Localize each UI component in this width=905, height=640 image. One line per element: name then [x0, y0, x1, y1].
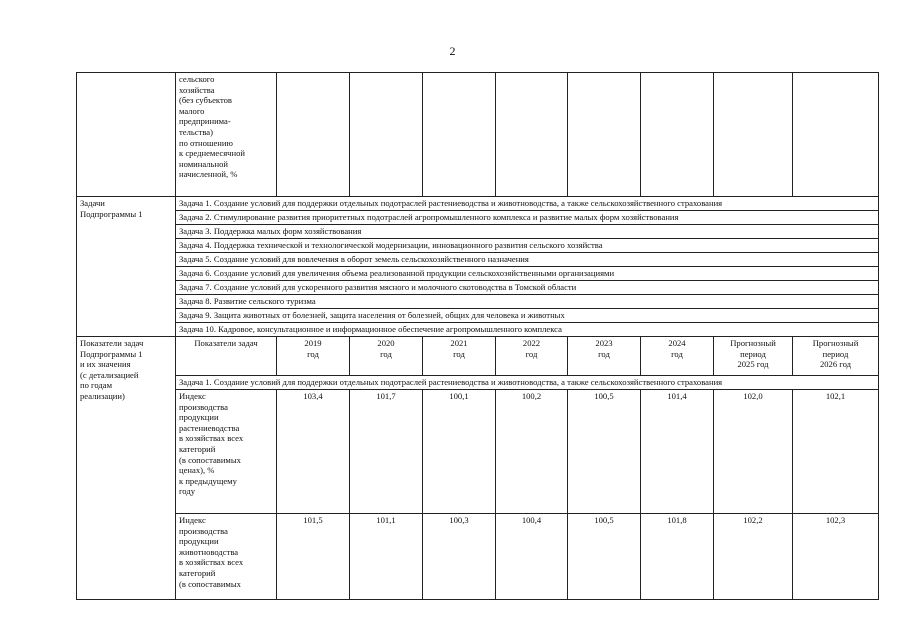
- value-cell: 100,4: [496, 514, 568, 600]
- continuation-value-cell: [568, 73, 641, 197]
- continuation-row: [77, 73, 879, 197]
- indicator-row: [77, 390, 879, 514]
- forecast-header-2026: Прогнозный период 2026 год: [793, 337, 879, 376]
- value-cell: 102,1: [793, 390, 879, 514]
- year-header-2023: 2023 год: [568, 337, 641, 376]
- value-cell: 101,1: [350, 514, 423, 600]
- indicators-header-row: [77, 337, 879, 376]
- indicators-section-title: Показатели задач Подпрограммы 1 и их значения (с детализацией по годам реализации): [77, 337, 176, 600]
- task-item-4: Задача 4. Поддержка технической и технологической модернизации, инновационного развития сельского хозяйства: [176, 239, 879, 253]
- value-cell: 100,5: [568, 390, 641, 514]
- indicator-label-crop-production: Индекс производства продукции растениеводства в хозяйствах всех категорий (в сопоставимых ценах), % к предыдущему году: [176, 390, 277, 514]
- value-cell: 102,3: [793, 514, 879, 600]
- year-header-2021: 2021 год: [423, 337, 496, 376]
- continuation-value-cell: [641, 73, 714, 197]
- forecast-header-2025: Прогнозный период 2025 год: [714, 337, 793, 376]
- task-item-9: Задача 9. Защита животных от болезней, защита населения от болезней, общих для человека и животных: [176, 309, 879, 323]
- year-header-2024: 2024 год: [641, 337, 714, 376]
- task-row: [77, 225, 879, 239]
- continuation-value-cell: [277, 73, 350, 197]
- task-row: [77, 197, 879, 211]
- task-row: [77, 253, 879, 267]
- tasks-section-title: Задачи Подпрограммы 1: [77, 197, 176, 337]
- task-item-8: Задача 8. Развитие сельского туризма: [176, 295, 879, 309]
- continuation-value-cell: [423, 73, 496, 197]
- task-item-7: Задача 7. Создание условий для ускоренного развития мясного и молочного скотоводства в Томской области: [176, 281, 879, 295]
- value-cell: 101,5: [277, 514, 350, 600]
- value-cell: 102,0: [714, 390, 793, 514]
- value-cell: 102,2: [714, 514, 793, 600]
- value-cell: 101,4: [641, 390, 714, 514]
- year-header-2020: 2020 год: [350, 337, 423, 376]
- year-header-2019: 2019 год: [277, 337, 350, 376]
- task-item-1: Задача 1. Создание условий для поддержки отдельных подотраслей растениеводства и животноводства, а также сельскохозяйственного страхования: [176, 197, 879, 211]
- task-row: [77, 267, 879, 281]
- indicator-row: [77, 514, 879, 600]
- page-number: 2: [449, 44, 456, 58]
- task-row: [77, 281, 879, 295]
- value-cell: 100,1: [423, 390, 496, 514]
- value-cell: 101,8: [641, 514, 714, 600]
- task-item-10: Задача 10. Кадровое, консультационное и информационное обеспечение агропромышленного комплекса: [176, 323, 879, 337]
- value-cell: 100,3: [423, 514, 496, 600]
- continuation-value-cell: [496, 73, 568, 197]
- task-item-6: Задача 6. Создание условий для увеличения объема реализованной продукции сельскохозяйственными организациями: [176, 267, 879, 281]
- continuation-value-cell: [793, 73, 879, 197]
- continuation-empty-cell: [77, 73, 176, 197]
- task-item-3: Задача 3. Поддержка малых форм хозяйствования: [176, 225, 879, 239]
- task-row: [77, 239, 879, 253]
- continuation-value-cell: [350, 73, 423, 197]
- task-row: [77, 309, 879, 323]
- task-row: [77, 295, 879, 309]
- continuation-value-cell: [714, 73, 793, 197]
- indicator-task-label: Задача 1. Создание условий для поддержки отдельных подотраслей растениеводства и животноводства, а также сельскохозяйственного страхования: [176, 376, 879, 390]
- task-item-2: Задача 2. Стимулирование развития приоритетных подотраслей агропромышленного комплекса и развитие малых форм хозяйствования: [176, 211, 879, 225]
- indicator-label-livestock-production: Индекс производства продукции животноводства в хозяйствах всех категорий (в сопоставимых: [176, 514, 277, 600]
- task-item-5: Задача 5. Создание условий для вовлечения в оборот земель сельскохозяйственного назначения: [176, 253, 879, 267]
- indicator-column-header: Показатели задач: [176, 337, 277, 376]
- continuation-indicator-label: сельского хозяйства (без субъектов малого предпринима- тельства) по отношению к среднемесячной номинальной начисленной, %: [176, 73, 277, 197]
- value-cell: 101,7: [350, 390, 423, 514]
- year-header-2022: 2022 год: [496, 337, 568, 376]
- value-cell: 100,5: [568, 514, 641, 600]
- indicator-task-row: [77, 376, 879, 390]
- task-row: [77, 323, 879, 337]
- task-row: [77, 211, 879, 225]
- program-table: [76, 72, 879, 600]
- value-cell: 100,2: [496, 390, 568, 514]
- value-cell: 103,4: [277, 390, 350, 514]
